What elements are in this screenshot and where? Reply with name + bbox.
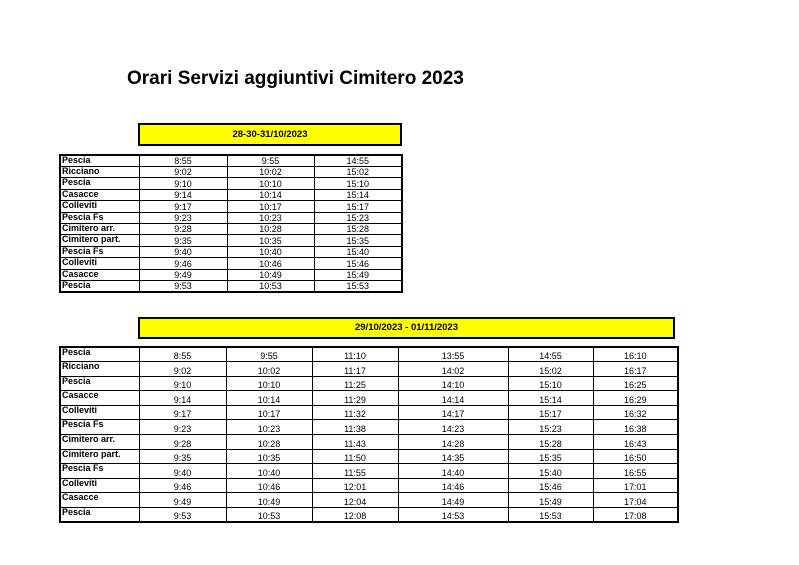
departure-time-cell: 9:55 xyxy=(226,347,312,362)
departure-time-cell: 9:49 xyxy=(139,269,227,280)
stop-name-cell: Pescia Fs xyxy=(60,464,139,479)
departure-time-cell: 9:49 xyxy=(139,493,226,508)
departure-time-cell: 10:53 xyxy=(226,508,312,523)
departure-time-cell: 10:10 xyxy=(226,376,312,391)
table-row xyxy=(60,189,402,200)
departure-time-cell: 14:53 xyxy=(398,508,508,523)
departure-time-cell: 11:55 xyxy=(312,464,398,479)
departure-time-cell: 10:23 xyxy=(227,212,314,223)
departure-time-cell: 16:50 xyxy=(593,449,678,464)
departure-time-cell: 14:55 xyxy=(314,155,402,167)
departure-time-cell: 14:35 xyxy=(398,449,508,464)
departure-time-cell: 15:49 xyxy=(508,493,593,508)
departure-time-cell: 9:17 xyxy=(139,201,227,212)
departure-time-cell: 15:35 xyxy=(314,235,402,246)
departure-time-cell: 9:14 xyxy=(139,391,226,406)
table-row xyxy=(60,167,402,178)
table-row xyxy=(60,508,678,523)
departure-time-cell: 8:55 xyxy=(139,347,226,362)
departure-time-cell: 15:02 xyxy=(314,167,402,178)
table-row xyxy=(60,420,678,435)
stop-name-cell: Casacce xyxy=(60,493,139,508)
departure-time-cell: 14:23 xyxy=(398,420,508,435)
departure-time-cell: 14:10 xyxy=(398,376,508,391)
departure-time-cell: 10:14 xyxy=(227,189,314,200)
table-row xyxy=(60,464,678,479)
stop-name-cell: Cimitero arr. xyxy=(60,223,139,234)
table-row xyxy=(60,269,402,280)
departure-time-cell: 10:10 xyxy=(227,178,314,189)
stop-name-cell: Casacce xyxy=(60,189,139,200)
departure-time-cell: 9:55 xyxy=(227,155,314,167)
table-row xyxy=(60,201,402,212)
schedule-1-date-header: 28-30-31/10/2023 xyxy=(138,123,402,146)
departure-time-cell: 15:28 xyxy=(508,435,593,450)
departure-time-cell: 9:28 xyxy=(139,435,226,450)
stop-name-cell: Pescia Fs xyxy=(60,420,139,435)
departure-time-cell: 15:02 xyxy=(508,362,593,377)
departure-time-cell: 14:55 xyxy=(508,347,593,362)
departure-time-cell: 16:29 xyxy=(593,391,678,406)
departure-time-cell: 16:25 xyxy=(593,376,678,391)
departure-time-cell: 10:46 xyxy=(227,258,314,269)
stop-name-cell: Ricciano xyxy=(60,362,139,377)
table-row xyxy=(60,235,402,246)
departure-time-cell: 10:02 xyxy=(227,167,314,178)
schedule-2-date-header: 29/10/2023 - 01/11/2023 xyxy=(138,317,675,339)
table-row xyxy=(60,391,678,406)
departure-time-cell: 16:38 xyxy=(593,420,678,435)
departure-time-cell: 10:46 xyxy=(226,478,312,493)
departure-time-cell: 10:40 xyxy=(226,464,312,479)
departure-time-cell: 16:17 xyxy=(593,362,678,377)
departure-time-cell: 15:40 xyxy=(508,464,593,479)
departure-time-cell: 10:49 xyxy=(227,269,314,280)
departure-time-cell: 17:04 xyxy=(593,493,678,508)
departure-time-cell: 12:08 xyxy=(312,508,398,523)
table-row xyxy=(60,280,402,292)
departure-time-cell: 15:10 xyxy=(508,376,593,391)
departure-time-cell: 15:23 xyxy=(314,212,402,223)
departure-time-cell: 9:40 xyxy=(139,464,226,479)
departure-time-cell: 15:23 xyxy=(508,420,593,435)
departure-time-cell: 15:53 xyxy=(314,280,402,292)
departure-time-cell: 12:04 xyxy=(312,493,398,508)
page-title: Orari Servizi aggiuntivi Cimitero 2023 xyxy=(127,68,464,89)
table-row xyxy=(60,246,402,257)
departure-time-cell: 9:40 xyxy=(139,246,227,257)
stop-name-cell: Cimitero part. xyxy=(60,449,139,464)
stop-name-cell: Pescia Fs xyxy=(60,246,139,257)
departure-time-cell: 10:40 xyxy=(227,246,314,257)
departure-time-cell: 16:32 xyxy=(593,405,678,420)
departure-time-cell: 9:02 xyxy=(139,362,226,377)
stop-name-cell: Casacce xyxy=(60,391,139,406)
stop-name-cell: Colleviti xyxy=(60,478,139,493)
departure-time-cell: 15:17 xyxy=(314,201,402,212)
departure-time-cell: 9:28 xyxy=(139,223,227,234)
departure-time-cell: 9:35 xyxy=(139,235,227,246)
departure-time-cell: 10:28 xyxy=(226,435,312,450)
departure-time-cell: 12:01 xyxy=(312,478,398,493)
departure-time-cell: 9:46 xyxy=(139,478,226,493)
departure-time-cell: 15:53 xyxy=(508,508,593,523)
table-row xyxy=(60,347,678,362)
departure-time-cell: 9:17 xyxy=(139,405,226,420)
table-row xyxy=(60,155,402,167)
departure-time-cell: 9:23 xyxy=(139,212,227,223)
departure-time-cell: 17:01 xyxy=(593,478,678,493)
stop-name-cell: Pescia xyxy=(60,347,139,362)
departure-time-cell: 11:10 xyxy=(312,347,398,362)
departure-time-cell: 15:14 xyxy=(314,189,402,200)
departure-time-cell: 10:35 xyxy=(226,449,312,464)
departure-time-cell: 11:17 xyxy=(312,362,398,377)
departure-time-cell: 10:14 xyxy=(226,391,312,406)
table-row xyxy=(60,362,678,377)
departure-time-cell: 14:17 xyxy=(398,405,508,420)
stop-name-cell: Colleviti xyxy=(60,201,139,212)
departure-time-cell: 15:40 xyxy=(314,246,402,257)
departure-time-cell: 10:02 xyxy=(226,362,312,377)
departure-time-cell: 15:46 xyxy=(314,258,402,269)
table-row xyxy=(60,478,678,493)
schedule-2-table xyxy=(59,346,679,523)
departure-time-cell: 15:28 xyxy=(314,223,402,234)
departure-time-cell: 17:08 xyxy=(593,508,678,523)
departure-time-cell: 14:14 xyxy=(398,391,508,406)
departure-time-cell: 9:53 xyxy=(139,280,227,292)
departure-time-cell: 14:46 xyxy=(398,478,508,493)
table-row xyxy=(60,178,402,189)
table-row xyxy=(60,493,678,508)
departure-time-cell: 15:35 xyxy=(508,449,593,464)
departure-time-cell: 9:14 xyxy=(139,189,227,200)
departure-time-cell: 11:29 xyxy=(312,391,398,406)
stop-name-cell: Casacce xyxy=(60,269,139,280)
departure-time-cell: 11:50 xyxy=(312,449,398,464)
departure-time-cell: 16:55 xyxy=(593,464,678,479)
departure-time-cell: 11:43 xyxy=(312,435,398,450)
departure-time-cell: 14:02 xyxy=(398,362,508,377)
departure-time-cell: 9:10 xyxy=(139,376,226,391)
stop-name-cell: Pescia xyxy=(60,376,139,391)
table-row xyxy=(60,435,678,450)
stop-name-cell: Ricciano xyxy=(60,167,139,178)
table-row xyxy=(60,449,678,464)
departure-time-cell: 16:43 xyxy=(593,435,678,450)
departure-time-cell: 14:49 xyxy=(398,493,508,508)
departure-time-cell: 15:17 xyxy=(508,405,593,420)
stop-name-cell: Colleviti xyxy=(60,258,139,269)
table-row xyxy=(60,223,402,234)
departure-time-cell: 15:14 xyxy=(508,391,593,406)
departure-time-cell: 10:17 xyxy=(226,405,312,420)
departure-time-cell: 10:28 xyxy=(227,223,314,234)
stop-name-cell: Colleviti xyxy=(60,405,139,420)
departure-time-cell: 15:10 xyxy=(314,178,402,189)
departure-time-cell: 9:46 xyxy=(139,258,227,269)
departure-time-cell: 9:35 xyxy=(139,449,226,464)
departure-time-cell: 11:32 xyxy=(312,405,398,420)
departure-time-cell: 11:25 xyxy=(312,376,398,391)
departure-time-cell: 9:23 xyxy=(139,420,226,435)
departure-time-cell: 16:10 xyxy=(593,347,678,362)
departure-time-cell: 10:53 xyxy=(227,280,314,292)
schedule-1-table xyxy=(59,154,403,293)
departure-time-cell: 14:28 xyxy=(398,435,508,450)
table-row xyxy=(60,405,678,420)
departure-time-cell: 9:02 xyxy=(139,167,227,178)
stop-name-cell: Cimitero part. xyxy=(60,235,139,246)
departure-time-cell: 10:17 xyxy=(227,201,314,212)
departure-time-cell: 11:38 xyxy=(312,420,398,435)
stop-name-cell: Cimitero arr. xyxy=(60,435,139,450)
departure-time-cell: 9:10 xyxy=(139,178,227,189)
departure-time-cell: 10:23 xyxy=(226,420,312,435)
departure-time-cell: 8:55 xyxy=(139,155,227,167)
stop-name-cell: Pescia xyxy=(60,155,139,167)
departure-time-cell: 13:55 xyxy=(398,347,508,362)
departure-time-cell: 10:35 xyxy=(227,235,314,246)
table-row xyxy=(60,212,402,223)
stop-name-cell: Pescia xyxy=(60,508,139,523)
stop-name-cell: Pescia Fs xyxy=(60,212,139,223)
departure-time-cell: 15:46 xyxy=(508,478,593,493)
stop-name-cell: Pescia xyxy=(60,280,139,292)
table-row xyxy=(60,376,678,391)
table-row xyxy=(60,258,402,269)
departure-time-cell: 9:53 xyxy=(139,508,226,523)
stop-name-cell: Pescia xyxy=(60,178,139,189)
departure-time-cell: 14:40 xyxy=(398,464,508,479)
departure-time-cell: 15:49 xyxy=(314,269,402,280)
departure-time-cell: 10:49 xyxy=(226,493,312,508)
